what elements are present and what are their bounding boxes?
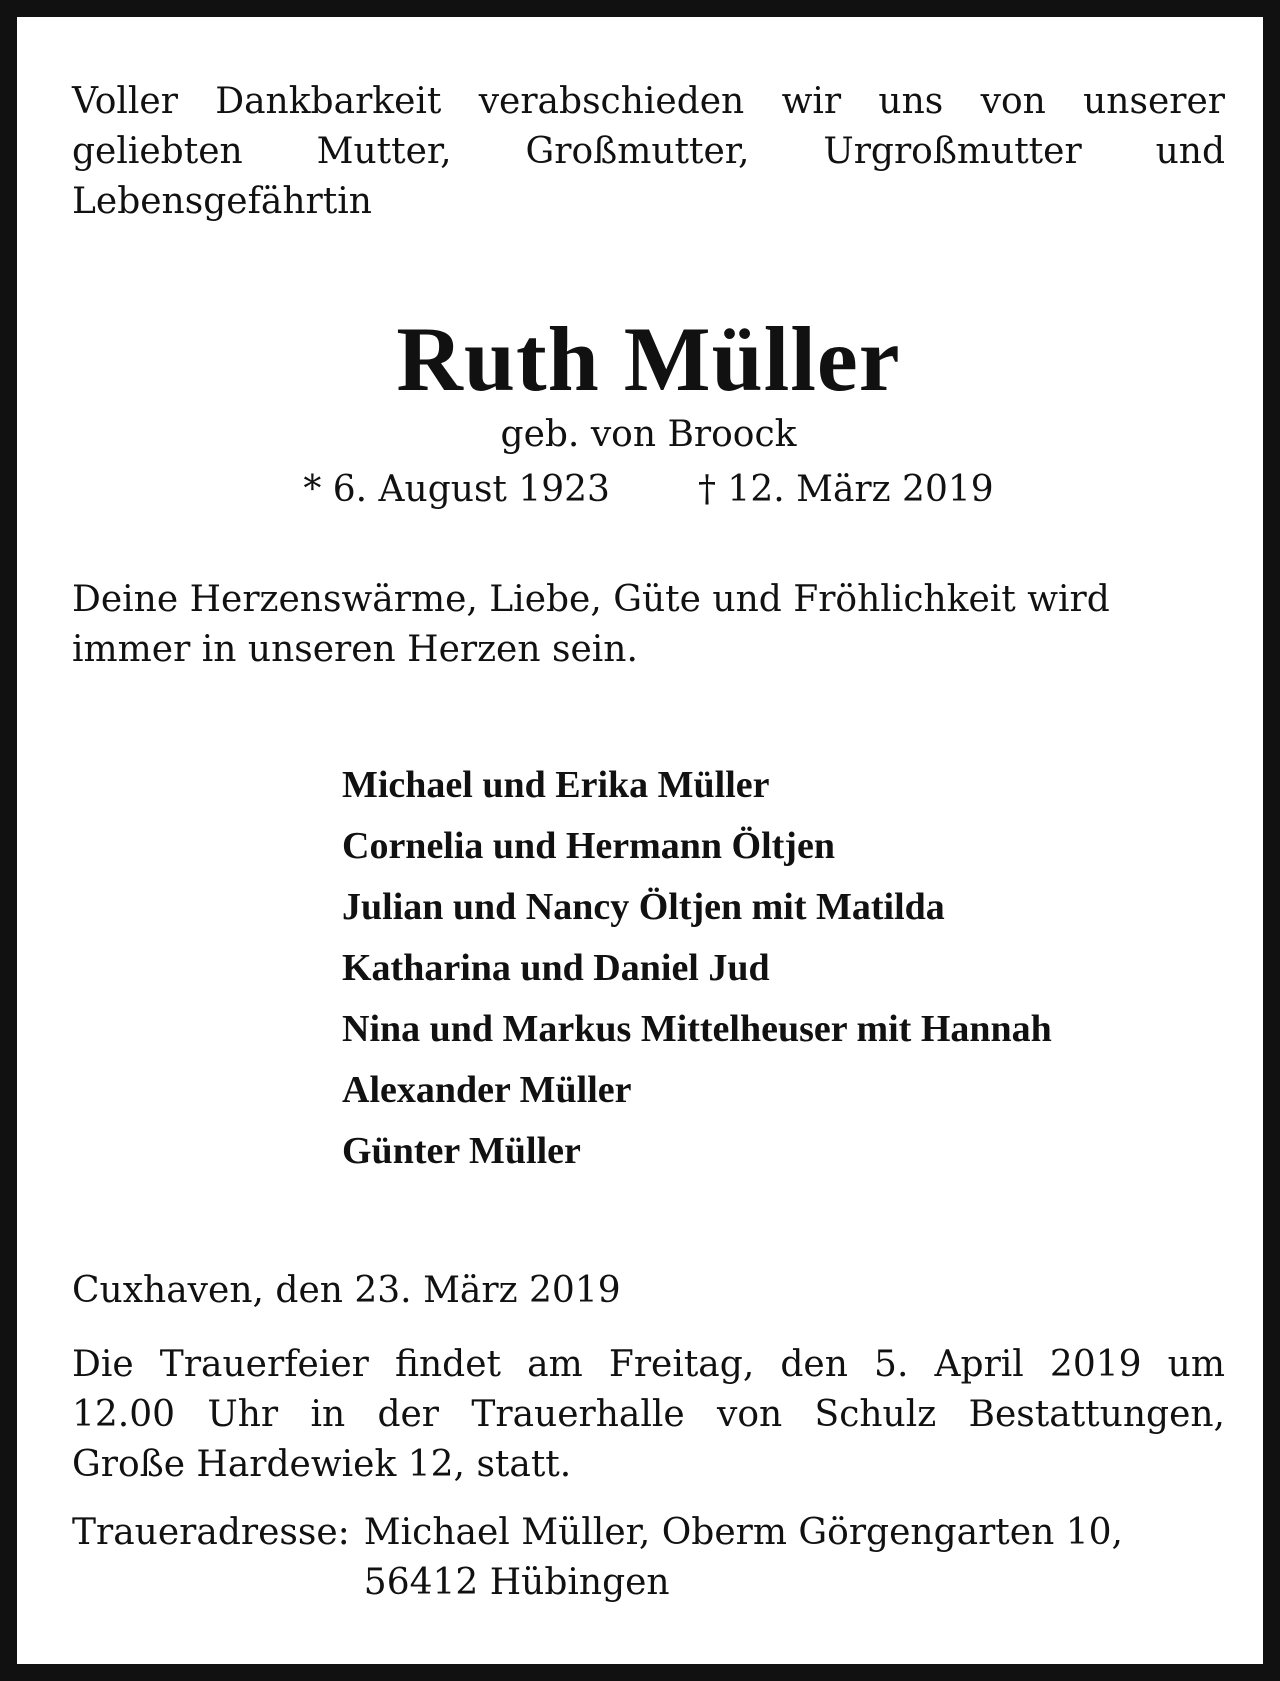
mourner-name: Günter Müller [342,1130,581,1172]
mourning-address [72,1508,1225,1608]
mourner-name: Nina und Markus Mittelheuser mit Hannah [342,1008,1052,1050]
address-line: Michael Müller, Oberm Görgengarten 10, [363,1512,1123,1553]
death-date: † 12. März 2019 [697,469,994,510]
mourners-list [342,755,1225,1182]
intro-line: Lebensgefährtin [72,181,372,222]
place-and-date: Cuxhaven, den 23. März 2019 [72,1270,621,1311]
address-value [350,1508,1123,1608]
intro-text [72,77,1225,227]
tribute-line: immer in unseren Herzen sein. [72,629,638,670]
intro-line: geliebten Mutter, Großmutter, Urgroßmutter und [72,131,1225,172]
mourner-name: Katharina und Daniel Jud [342,947,770,989]
funeral-line: 12.00 Uhr in der Trauerhalle von Schulz Bestattungen, [72,1394,1225,1435]
life-dates [72,465,1225,515]
mourner-name: Julian und Nancy Öltjen mit Matilda [342,886,945,928]
tribute-text [72,575,1225,675]
deceased-name: Ruth Müller [396,308,901,410]
address-line: 56412 Hübingen [363,1562,670,1603]
tribute-line: Deine Herzenswärme, Liebe, Güte und Fröhlichkeit wird [72,579,1110,620]
funeral-line: Große Hardewiek 12, statt. [72,1444,572,1485]
birth-date: * 6. August 1923 [303,469,610,510]
address-label: Traueradresse: [72,1512,350,1553]
notice-content [72,77,1225,1608]
mourner-name: Michael und Erika Müller [342,764,770,806]
born-name: geb. von Broock [500,414,797,455]
mourner-name: Cornelia und Hermann Öltjen [342,825,835,867]
intro-line: Voller Dankbarkeit verabschieden wir uns von unserer [72,81,1225,122]
funeral-line: Die Trauerfeier findet am Freitag, den 5. April 2019 um [72,1344,1225,1385]
mourner-name: Alexander Müller [342,1069,632,1111]
funeral-info [72,1340,1225,1490]
